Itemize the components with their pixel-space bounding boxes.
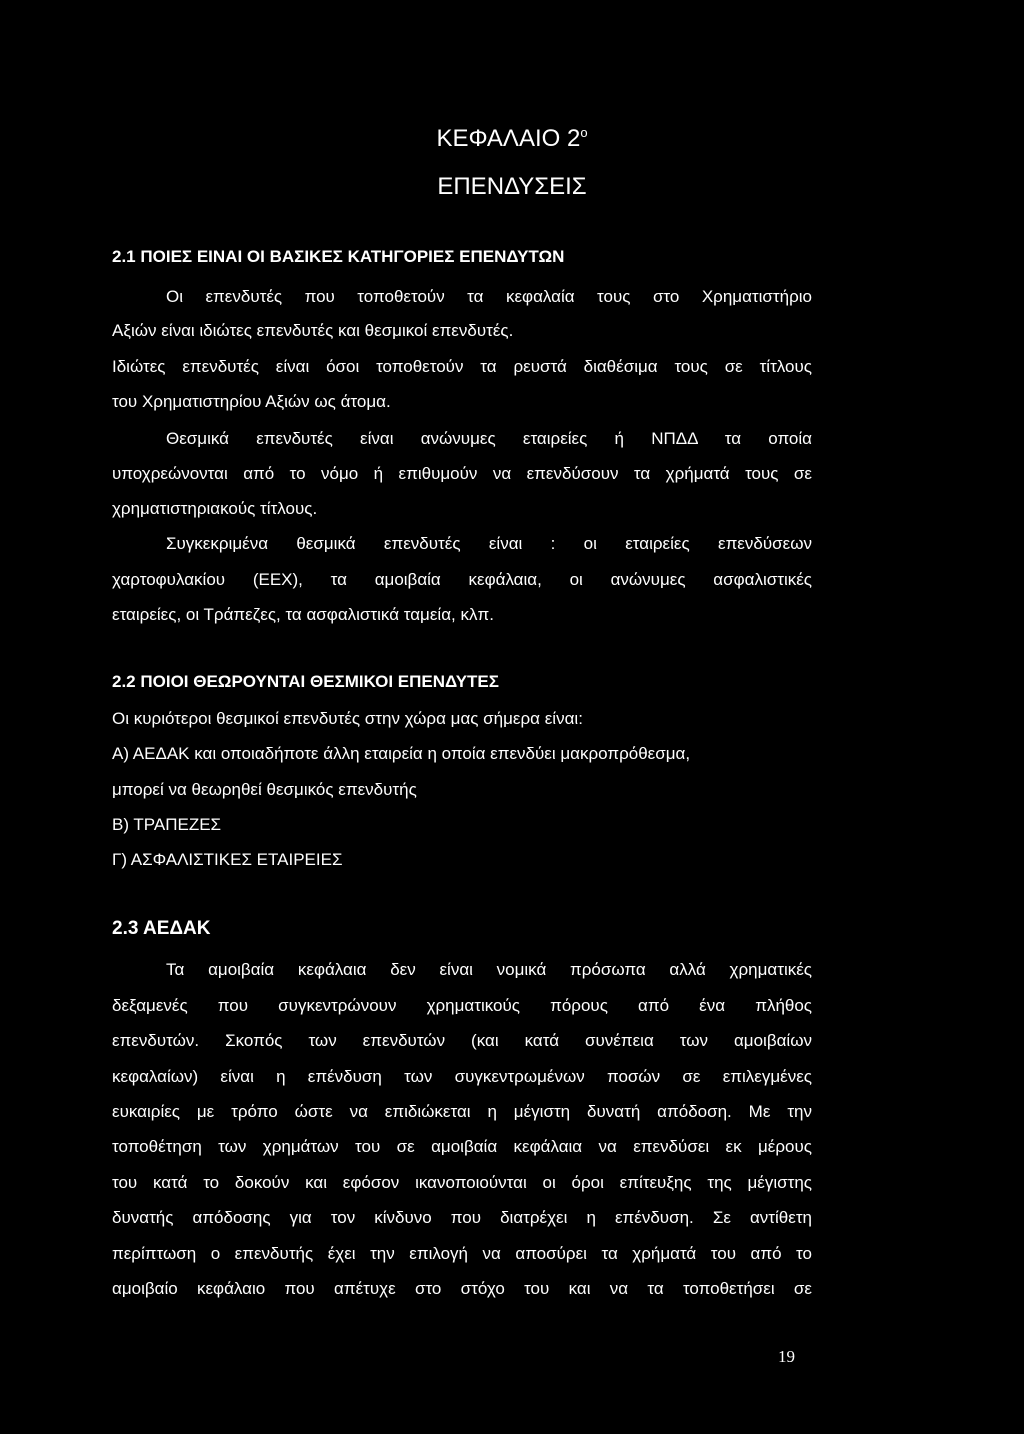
page-number: 19 (778, 1347, 795, 1366)
list-item-continuation: μπορεί να θεωρηθεί θεσμικός επενδυτής (112, 780, 417, 799)
paragraph-line: περίπτωση ο επενδυτής έχει την επιλογή να αποσύρει τα χρήματά του από το (112, 1244, 812, 1263)
chapter-title: ΕΠΕΝΔΥΣΕΙΣ (437, 173, 587, 200)
chapter-superscript: ο (580, 125, 588, 140)
paragraph-line: δεξαμενές που συγκεντρώνουν χρηματικούς πόρους από ένα πλήθος (112, 996, 812, 1015)
paragraph-line: του κατά το δοκούν και εφόσον ικανοποιούνται οι όροι επίτευξης της μέγιστης (112, 1173, 812, 1192)
paragraph-line: χρηματιστηριακούς τίτλους. (112, 499, 318, 518)
paragraph-line: Ιδιώτες επενδυτές είναι όσοι τοποθετούν τα ρευστά διαθέσιμα τους σε τίτλους (112, 357, 812, 376)
list-item: Β) ΤΡΑΠΕΖΕΣ (112, 815, 222, 834)
paragraph-line: Αξιών είναι ιδιώτες επενδυτές και θεσμικοί επενδυτές. (112, 321, 514, 340)
paragraph-line: Οι επενδυτές που τοποθετούν τα κεφαλαία τους στο Χρηματιστήριο (166, 287, 812, 306)
section-heading-2-3: 2.3 ΑΕΔΑΚ (112, 918, 211, 939)
paragraph-line: χαρτοφυλακίου (ΕΕΧ), τα αμοιβαία κεφάλαια, οι ανώνυμες ασφαλιστικές (112, 570, 812, 589)
paragraph-line: επενδυτών. Σκοπός των επενδυτών (και κατά συνέπεια των αμοιβαίων (112, 1031, 812, 1050)
chapter-label-text: ΚΕΦΑΛΑΙΟ 2 (436, 125, 581, 152)
paragraph-line: τοποθέτηση των χρημάτων του σε αμοιβαία κεφάλαια να επενδύσει εκ μέρους (112, 1137, 812, 1156)
paragraph-line: δυνατής απόδοσης για τον κίνδυνο που διατρέχει η επένδυση. Σε αντίθετη (112, 1208, 812, 1227)
paragraph-line: εταιρείες, οι Τράπεζες, τα ασφαλιστικά ταμεία, κλπ. (112, 605, 494, 624)
paragraph-line: ευκαιρίες με τρόπο ώστε να επιδιώκεται η μέγιστη δυνατή απόδοση. Με την (112, 1102, 812, 1121)
paragraph-line: Συγκεκριμένα θεσμικά επενδυτές είναι : οι εταιρείες επενδύσεων (166, 534, 812, 553)
paragraph-line: Θεσμικά επενδυτές είναι ανώνυμες εταιρείες ή ΝΠΔΔ τα οποία (166, 429, 812, 448)
section-heading-2-1: 2.1 ΠΟΙΕΣ ΕΙΝΑΙ ΟΙ ΒΑΣΙΚΕΣ ΚΑΤΗΓΟΡΙΕΣ ΕΠΕΝΔΥΤΩΝ (112, 247, 565, 266)
paragraph-line: Οι κυριότεροι θεσμικοί επενδυτές στην χώρα μας σήμερα είναι: (112, 709, 583, 728)
list-item: Γ) ΑΣΦΑΛΙΣΤΙΚΕΣ ΕΤΑΙΡΕΙΕΣ (112, 850, 343, 869)
paragraph-line: υποχρεώνονται από το νόμο ή επιθυμούν να επενδύσουν τα χρήματά τους σε (112, 464, 812, 483)
paragraph-line: Τα αμοιβαία κεφάλαια δεν είναι νομικά πρόσωπα αλλά χρηματικές (166, 960, 812, 979)
section-heading-2-2: 2.2 ΠΟΙΟΙ ΘΕΩΡΟΥΝΤΑΙ ΘΕΣΜΙΚΟΙ ΕΠΕΝΔΥΤΕΣ (112, 672, 499, 691)
paragraph-line: του Χρηματιστηρίου Αξιών ως άτομα. (112, 392, 391, 411)
paragraph-line: αμοιβαίο κεφάλαιο που απέτυχε στο στόχο του και να τα τοποθετήσει σε (112, 1279, 812, 1298)
list-item: Α) ΑΕΔΑΚ και οποιαδήποτε άλλη εταιρεία η οποία επενδύει μακροπρόθεσμα, (112, 744, 691, 763)
chapter-label (300, 124, 724, 154)
paragraph-line: κεφαλαίων) είναι η επένδυση των συγκεντρωμένων ποσών σε επιλεγμένες (112, 1067, 812, 1086)
